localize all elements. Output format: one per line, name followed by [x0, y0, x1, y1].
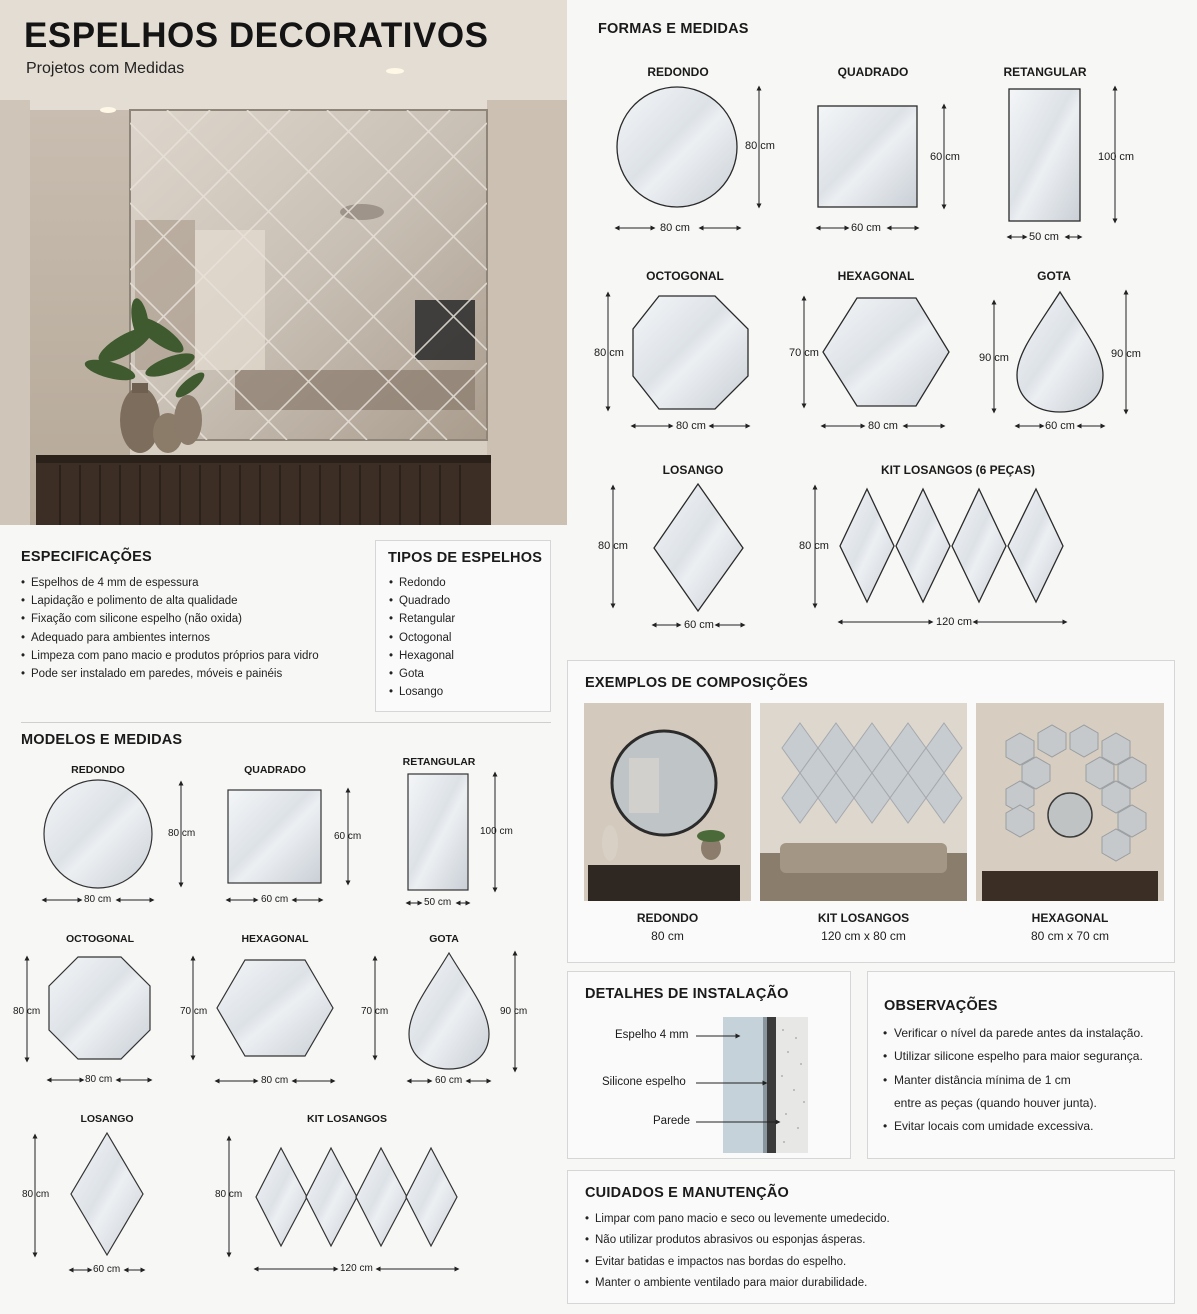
- shape-gota: [1017, 292, 1103, 412]
- form-label-octogonal: OCTOGONAL: [646, 269, 724, 283]
- list-item: • Fixação com silicone espelho (não oxida): [21, 610, 366, 628]
- dim-h-kit: 80 cm: [215, 1189, 243, 1200]
- dim-w-hexagonal: 80 cm: [261, 1075, 289, 1086]
- list-item: • Lapidação e polimento de alta qualidade: [21, 592, 366, 610]
- shape-octogonal: [49, 957, 150, 1059]
- shape-hexagonal: [823, 298, 949, 406]
- list-item: • Hexagonal: [389, 647, 455, 665]
- form-label-retangular: RETANGULAR: [1003, 65, 1087, 79]
- shape-kit-2: [896, 489, 950, 602]
- list-item: • Losango: [389, 683, 455, 701]
- dim-h-gota: 90 cm: [500, 1006, 528, 1017]
- dim-w-losango: 60 cm: [93, 1264, 121, 1275]
- example-name: HEXAGONAL: [1031, 911, 1109, 925]
- model-label-quadrado: QUADRADO: [244, 764, 306, 776]
- forms-title: FORMAS E MEDIDAS: [598, 21, 749, 37]
- list-item: • Manter o ambiente ventilado para maior durabilidade.: [585, 1273, 1165, 1294]
- shape-redondo: [617, 87, 737, 207]
- fdim-h-retangular: 100 cm: [1098, 151, 1135, 163]
- fdim-w-octogonal: 80 cm: [676, 420, 706, 432]
- dim-h-losango: 80 cm: [22, 1189, 50, 1200]
- example-caption-hexagonal: [976, 909, 1164, 945]
- list-item: • Gota: [389, 665, 455, 683]
- dim-w-retangular: 50 cm: [424, 897, 452, 908]
- fdim-h-quadrado: 60 cm: [930, 151, 960, 163]
- hero-image: [0, 0, 567, 525]
- shape-losango: [654, 484, 743, 611]
- models-title: MODELOS E MEDIDAS: [21, 732, 183, 748]
- install-label-silicone: Silicone espelho: [602, 1076, 686, 1088]
- model-label-gota: GOTA: [429, 933, 459, 945]
- dim-h2-hexagonal: 70 cm: [361, 1006, 389, 1017]
- form-label-kit: KIT LOSANGOS (6 PEÇAS): [880, 463, 1035, 477]
- shape-kit-3: [952, 489, 1006, 602]
- list-item: • Espelhos de 4 mm de espessura: [21, 574, 366, 592]
- shape-kit-4: [406, 1148, 457, 1246]
- fdim-w-hexagonal: 80 cm: [868, 420, 898, 432]
- obs-list: [883, 1022, 1173, 1138]
- care-list: [585, 1209, 1165, 1295]
- types-title: TIPOS DE ESPELHOS: [388, 550, 543, 566]
- example-size: 120 cm x 80 cm: [821, 929, 906, 943]
- model-label-redondo: REDONDO: [71, 764, 125, 776]
- fdim-h-octogonal: 80 cm: [594, 347, 624, 359]
- examples-title: EXEMPLOS DE COMPOSIÇÕES: [585, 675, 808, 691]
- list-item: • Limpeza com pano macio e produtos próprios para vidro: [21, 647, 366, 665]
- divider: [21, 722, 551, 723]
- model-label-losango: LOSANGO: [80, 1113, 134, 1125]
- example-size: 80 cm: [651, 929, 684, 943]
- shape-redondo: [44, 780, 152, 888]
- model-label-retangular: RETANGULAR: [402, 756, 476, 768]
- fdim-h-gota: 90 cm: [979, 352, 1009, 364]
- list-item: • Retangular: [389, 610, 455, 628]
- example-image-kit: [760, 703, 967, 901]
- fdim-w-gota: 60 cm: [1045, 420, 1075, 432]
- fdim-w-losango: 60 cm: [684, 619, 714, 631]
- types-list: [389, 574, 455, 701]
- list-item: • Adequado para ambientes internos: [21, 629, 366, 647]
- list-item: • Verificar o nível da parede antes da instalação.: [883, 1022, 1173, 1045]
- list-item: entre as peças (quando houver junta).: [894, 1095, 1097, 1110]
- shape-retangular: [1009, 89, 1080, 221]
- example-size: 80 cm x 70 cm: [1030, 929, 1110, 943]
- list-item: • Pode ser instalado em paredes, móveis e painéis: [21, 665, 366, 683]
- example-image-hexagonal: [976, 703, 1164, 901]
- list-item: • Manter distância mínima de 1 cm: [883, 1069, 1173, 1092]
- examples-panel: [567, 660, 1175, 963]
- example-caption-redondo: [584, 909, 751, 945]
- shape-quadrado: [818, 106, 917, 207]
- shape-octogonal: [633, 296, 748, 409]
- install-panel: [567, 971, 851, 1159]
- dim-h-hexagonal: 70 cm: [180, 1006, 208, 1017]
- model-label-octogonal: OCTOGONAL: [65, 933, 135, 945]
- shape-kit-4: [1008, 489, 1063, 602]
- example-name: REDONDO: [636, 911, 699, 925]
- install-title: DETALHES DE INSTALAÇÃO: [585, 986, 789, 1002]
- fdim-w-redondo: 80 cm: [660, 222, 690, 234]
- shape-kit-2: [306, 1148, 357, 1246]
- dim-w-octogonal: 80 cm: [85, 1074, 113, 1085]
- page-subtitle: Projetos com Medidas: [26, 60, 185, 77]
- care-panel: [567, 1170, 1175, 1304]
- form-label-hexagonal: HEXAGONAL: [837, 269, 915, 283]
- hero-room-illustration: [0, 0, 567, 525]
- model-label-kit: KIT LOSANGOS: [307, 1113, 387, 1125]
- example-name: KIT LOSANGOS: [817, 911, 910, 925]
- fdim-h-redondo: 80 cm: [745, 140, 775, 152]
- example-image-redondo: [584, 703, 751, 901]
- install-label-mirror: Espelho 4 mm: [615, 1029, 689, 1041]
- forms-drawing: [567, 60, 1197, 650]
- fdim-w-kit: 120 cm: [936, 616, 973, 628]
- model-label-hexagonal: HEXAGONAL: [241, 933, 309, 945]
- form-label-losango: LOSANGO: [662, 463, 724, 477]
- form-label-quadrado: QUADRADO: [837, 65, 909, 79]
- shape-kit-1: [840, 489, 894, 602]
- dim-h-quadrado: 60 cm: [334, 831, 362, 842]
- shape-kit-1: [256, 1148, 307, 1246]
- list-item: • Octogonal: [389, 629, 455, 647]
- fdim-h-losango: 80 cm: [598, 540, 628, 552]
- list-item: • Limpar com pano macio e seco ou levemente umedecido.: [585, 1209, 1165, 1230]
- fdim-h-kit: 80 cm: [799, 540, 829, 552]
- list-item: • Evitar batidas e impactos nas bordas do espelho.: [585, 1252, 1165, 1273]
- dim-w-redondo: 80 cm: [84, 894, 112, 905]
- fdim-h2-gota: 90 cm: [1111, 348, 1141, 360]
- dim-h-redondo: 80 cm: [168, 828, 196, 839]
- form-label-redondo: REDONDO: [647, 65, 709, 79]
- dim-h-octogonal: 80 cm: [13, 1006, 41, 1017]
- shape-retangular: [408, 774, 468, 890]
- shape-quadrado: [228, 790, 321, 883]
- shape-hexagonal: [217, 960, 333, 1056]
- list-item: • Redondo: [389, 574, 455, 592]
- specs-title: ESPECIFICAÇÕES: [21, 549, 152, 565]
- fdim-w-quadrado: 60 cm: [851, 222, 881, 234]
- care-title: CUIDADOS E MANUTENÇÃO: [585, 1185, 789, 1201]
- dim-w-quadrado: 60 cm: [261, 894, 289, 905]
- list-item: • Não utilizar produtos abrasivos ou esponjas ásperas.: [585, 1230, 1165, 1251]
- fdim-w-retangular: 50 cm: [1029, 231, 1059, 243]
- form-label-gota: GOTA: [1037, 269, 1071, 283]
- list-item: • Utilizar silicone espelho para maior segurança.: [883, 1045, 1173, 1068]
- example-caption-kit: [760, 909, 967, 945]
- specs-list: [21, 574, 366, 683]
- list-item: • Evitar locais com umidade excessiva.: [883, 1115, 1173, 1138]
- install-diagram: [568, 972, 852, 1160]
- install-label-wall: Parede: [653, 1115, 691, 1127]
- shape-losango: [71, 1133, 143, 1255]
- types-panel: [375, 540, 551, 712]
- obs-title: OBSERVAÇÕES: [884, 998, 998, 1014]
- obs-panel: [867, 971, 1175, 1159]
- page-title: ESPELHOS DECORATIVOS: [24, 16, 489, 55]
- shape-gota: [409, 953, 489, 1069]
- dim-w-gota: 60 cm: [435, 1075, 463, 1086]
- dim-h-retangular: 100 cm: [480, 826, 513, 837]
- fdim-h-hexagonal: 70 cm: [789, 347, 819, 359]
- dim-w-kit: 120 cm: [340, 1263, 373, 1274]
- shape-kit-3: [356, 1148, 407, 1246]
- list-item: • Quadrado: [389, 592, 455, 610]
